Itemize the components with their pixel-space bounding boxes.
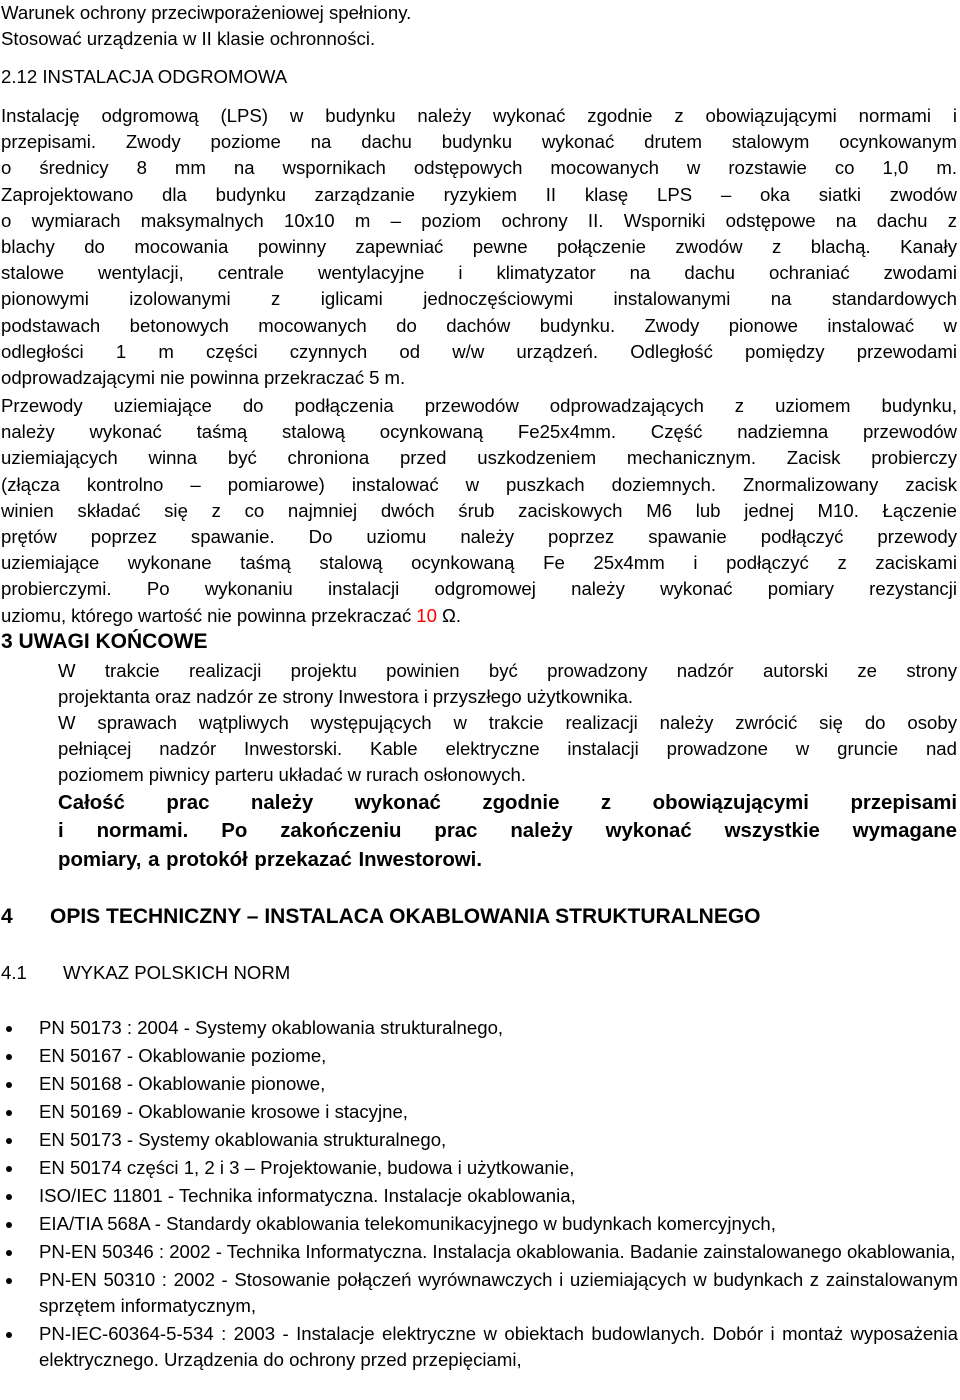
- section-heading-4-1: [1, 960, 290, 986]
- bullet-icon: [6, 1082, 12, 1088]
- bullet-icon: [6, 1250, 12, 1256]
- norm-text: ISO/IEC 11801 - Technika informatyczna. Instalacje okablowania,: [39, 1185, 576, 1206]
- list-item: [0, 1211, 958, 1237]
- list-item: [0, 1071, 958, 1097]
- paragraph-line: podstawach betonowych mocowanych do dachów budynku. Zwody pionowe instalować w: [1, 314, 957, 336]
- paragraph-line: Przewody uziemiające do podłączenia przewodów odprowadzających z uziomem budynku,: [1, 395, 957, 416]
- paragraph-line: probierczymi. Po wykonaniu instalacji odgromowej należy wykonać pomiary rezystancji: [1, 578, 957, 600]
- paragraph-line: W trakcie realizacji projektu powinien być prowadzony nadzór autorski ze strony: [58, 660, 957, 681]
- paragraph-line: Instalację odgromową (LPS) w budynku należy wykonać zgodnie z obowiązującymi normami i: [1, 105, 957, 126]
- paragraph-line: i normami. Po zakończeniu prac należy wykonać wszystkie wymagane: [58, 820, 957, 843]
- paragraph-bold-requirements: [58, 789, 957, 874]
- section-heading-3: 3 UWAGI KOŃCOWE: [1, 630, 208, 653]
- list-item: [0, 1043, 958, 1069]
- section-title: OPIS TECHNICZNY – INSTALACA OKABLOWANIA STRUKTURALNEGO: [50, 905, 761, 928]
- resistance-value: 10: [416, 604, 437, 626]
- list-item: [0, 1015, 958, 1041]
- paragraph-line: blachy do mocowania powinny zapewniać pewne połączenie zwodów z blachą. Kanały: [1, 236, 957, 258]
- paragraph-line-resistance: [1, 603, 957, 629]
- paragraph-line: W sprawach wątpliwych występujących w trakcie realizacji należy zwrócić się do osoby: [58, 712, 957, 733]
- bullet-icon: [6, 1222, 12, 1228]
- resistance-text: uziomu, którego wartość nie powinna przekraczać: [1, 604, 417, 626]
- paragraph-line: o wymiarach maksymalnych 10x10 m – poziom ochrony II. Wsporniki odstępowe na dachu z: [1, 209, 957, 231]
- paragraph-line: poziomem piwnicy parteru układać w rurach osłonowych.: [58, 764, 526, 786]
- section-title: WYKAZ POLSKICH NORM: [63, 962, 291, 983]
- resistance-unit: Ω.: [436, 604, 462, 626]
- intro-line: Warunek ochrony przeciwporażeniowej spełniony.: [1, 2, 412, 23]
- norm-text: PN-IEC-60364-5-534 : 2003 - Instalacje elektryczne w obiektach budowlanych. Dobór i montaż wyposażenia elektrycznego. Urządzenia do ochrony przed przepięciami,: [39, 1323, 958, 1371]
- paragraph-line: projektanta oraz nadzór ze strony Inwestora i przyszłego użytkownika.: [58, 686, 634, 708]
- list-item: [0, 1267, 958, 1319]
- bullet-icon: [6, 1166, 12, 1172]
- norm-text: EN 50167 - Okablowanie poziome,: [39, 1045, 327, 1066]
- section-heading-4: [1, 903, 761, 931]
- paragraph-line: stalowe wentylacji, centrale wentylacyjne i klimatyzator na dachu ochraniać zwodami: [1, 262, 957, 284]
- paragraph-line: pełniącej nadzór Inwestorski. Kable elektryczne instalacji prowadzone w gruncie nad: [58, 738, 957, 760]
- paragraph-line: Całość prac należy wykonać zgodnie z obowiązującymi przepisami: [58, 792, 957, 814]
- norms-list: [0, 1015, 958, 1375]
- norm-text: EN 50173 - Systemy okablowania strukturalnego,: [39, 1129, 447, 1150]
- bullet-icon: [6, 1054, 12, 1060]
- norm-text: EIA/TIA 568A - Standardy okablowania telekomunikacyjnego w budynkach komercyjnych,: [39, 1213, 776, 1234]
- paragraph-line: uziemiających winna być chroniona przed uszkodzeniem mechanicznym. Zacisk probierczy: [1, 447, 957, 469]
- paragraph-line: pionowymi izolowanymi z iglicami jednoczęściowymi instalowanymi na standardowych: [1, 288, 957, 310]
- intro-block: [1, 0, 957, 52]
- paragraph-line: (złącza kontrolno – pomiarowe) instalować w puszkach doziemnych. Znormalizowany zacisk: [1, 473, 957, 495]
- section-number: 4: [1, 905, 13, 928]
- paragraph-line: odległości 1 m części czynnych od w/w urządzeń. Odległość pomiędzy przewodami: [1, 340, 957, 362]
- paragraph-line: uziemiające wykonane taśmą stalową ocynkowaną Fe 25x4mm i podłączyć z zaciskami: [1, 552, 957, 574]
- paragraph-line: odprowadzającymi nie powinna przekraczać 5 m.: [1, 367, 406, 389]
- paragraph-line: należy wykonać taśmą stalową ocynkowaną Fe25x4mm. Część nadziemna przewodów: [1, 421, 957, 443]
- norm-text: EN 50168 - Okablowanie pionowe,: [39, 1073, 326, 1094]
- norm-text: PN 50173 : 2004 - Systemy okablowania strukturalnego,: [39, 1017, 504, 1038]
- section-number: 4.1: [1, 962, 27, 983]
- intro-line: Stosować urządzenia w II klasie ochronności.: [1, 28, 376, 50]
- norm-text: EN 50169 - Okablowanie krosowe i stacyjne,: [39, 1101, 408, 1122]
- list-item: [0, 1099, 958, 1125]
- bullet-icon: [6, 1110, 12, 1116]
- paragraph-line: prętów poprzez spawanie. Do uziomu należy poprzez spawanie podłączyć przewody: [1, 526, 957, 548]
- list-item: [0, 1183, 958, 1209]
- paragraph-line: pomiary, a protokół przekazać Inwestorowi.: [58, 848, 482, 871]
- list-item: [0, 1155, 958, 1181]
- norm-text: PN-EN 50310 : 2002 - Stosowanie połączeń wyrównawczych i uziemiających w budynkach z zainstalowanym sprzętem informatycznym,: [39, 1269, 958, 1317]
- list-item: [0, 1239, 958, 1265]
- bullet-icon: [6, 1332, 12, 1338]
- list-item: [0, 1127, 958, 1153]
- paragraph-grounding-conductors: [1, 393, 957, 629]
- bullet-icon: [6, 1194, 12, 1200]
- paragraph-lightning-protection: [1, 103, 957, 391]
- list-item: [0, 1321, 958, 1373]
- paragraph-line: Zaprojektowano dla budynku zarządzanie ryzykiem II klasę LPS – oka siatki zwodów: [1, 183, 957, 205]
- paragraph-doubtful-cases: [58, 710, 957, 789]
- section-heading-2-12: 2.12 INSTALACJA ODGROMOWA: [1, 66, 288, 87]
- paragraph-line: o średnicy 8 mm na wspornikach odstępowych mocowanych w rozstawie co 1,0 m.: [1, 157, 957, 179]
- bullet-icon: [6, 1026, 12, 1032]
- paragraph-line: winien składać się z co najmniej dwóch śrub zaciskowych M6 lub jednej M10. Łączenie: [1, 499, 957, 521]
- norm-text: EN 50174 części 1, 2 i 3 – Projektowanie, budowa i użytkowanie,: [39, 1157, 575, 1178]
- norm-text: PN-EN 50346 : 2002 - Technika Informatyczna. Instalacja okablowania. Badanie zainstalowanego okablowania,: [39, 1241, 956, 1262]
- paragraph-line: przepisami. Zwody poziome na dachu budynku wykonać drutem stalowym ocynkowanym: [1, 131, 957, 153]
- bullet-icon: [6, 1278, 12, 1284]
- paragraph-supervision: [58, 658, 957, 710]
- bullet-icon: [6, 1138, 12, 1144]
